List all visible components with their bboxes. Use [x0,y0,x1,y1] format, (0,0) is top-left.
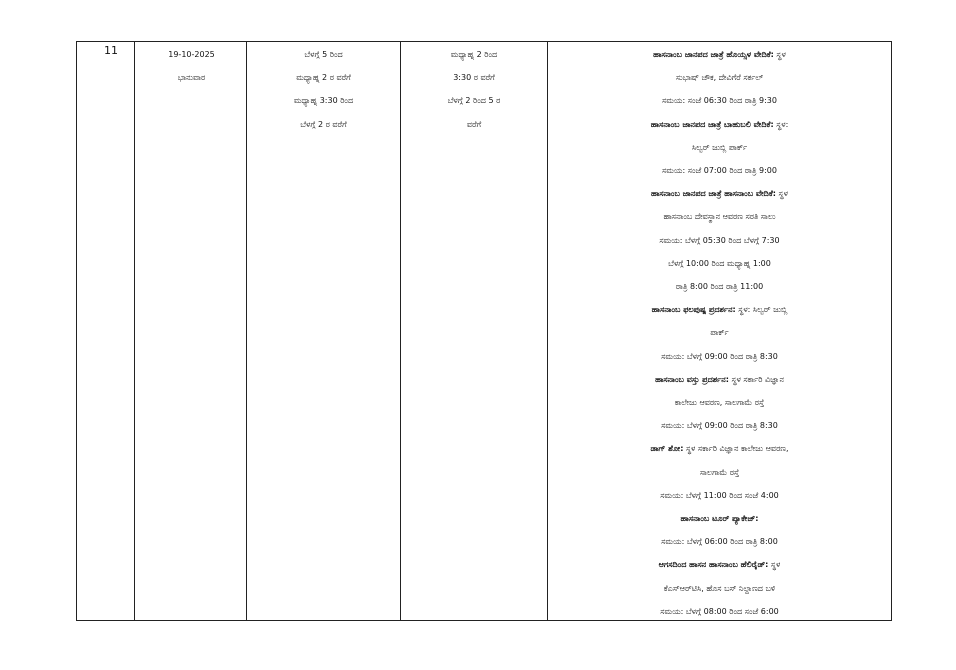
event-detail: ಸಮಯ: ಸಂಜೆ 07:00 ರಿಂದ ರಾತ್ರಿ 9:00 [662,166,777,176]
event-line [548,275,891,298]
afternoon-line: ವರೆಗೆ [466,119,482,129]
event-detail: ಸ್ಥಳ ಸರ್ಕಾರಿ ವಿಜ್ಞಾನ [728,374,784,384]
event-line [548,113,891,136]
event-detail: ಸ್ಥಳ [768,560,781,570]
event-detail: ಸುಭಾಷ್ ಚೌಕ, ದೇವಿಗೆರೆ ಸರ್ಕಲ್ [675,73,764,83]
event-heading: ಹಾಸನಾಂಬ ಜಾನಪದ ಜಾತ್ರೆ ಬಾಹುಬಲಿ ವೇದಿಕೆ: [650,119,774,129]
morning-line: ಮಧ್ಯಾಹ್ನ 3:30 ರಿಂದ [293,96,354,106]
event-line [548,437,891,460]
event-line [548,391,891,414]
event-detail: ಪಾರ್ಕ್ [710,328,729,338]
event-detail: ಕೆಎಸ್ಆರ್‌ಟಿಸಿ, ಹೊಸ ಬಸ್ ನಿಲ್ದಾಣದ ಬಳಿ [663,583,776,593]
event-line [548,553,891,576]
event-detail: ಸ್ಥಳ [775,189,788,199]
day-line: ಭಾನುವಾರ [177,73,206,83]
morning-line: ಬೆಳಗ್ಗೆ 2 ರ ವರೆಗೆ [300,119,347,129]
morning-line: ಮಧ್ಯಾಹ್ನ 2 ರ ವರೆಗೆ [296,73,351,83]
event-line [548,43,891,66]
event-line [548,321,891,344]
date-line: 19-10-2025 [168,50,215,59]
event-line [548,600,891,623]
event-detail: ಸ್ಥಳ ಸರ್ಕಾರಿ ವಿಜ್ಞಾನ ಕಾಲೇಜು ಆವರಣ, [683,444,789,454]
event-line [548,136,891,159]
event-line [548,66,891,89]
morning-timing-cell [247,42,401,620]
event-line [548,345,891,368]
event-detail: ಸಮಯ: ಬೆಳಗ್ಗೆ 06:00 ರಿಂದ ರಾತ್ರಿ 8:00 [661,537,778,547]
event-detail: ಸ್ಥಳ [773,50,786,59]
event-line [548,484,891,507]
date-cell [135,42,247,620]
event-line [548,577,891,600]
event-line [548,461,891,484]
event-line [548,182,891,205]
afternoon-line: 3:30 ರ ವರೆಗೆ [453,73,495,83]
event-detail: ಸಮಯ: ಬೆಳಗ್ಗೆ 11:00 ರಿಂದ ಸಂಜೆ 4:00 [660,490,779,500]
event-detail: ಸಮಯ: ಬೆಳಗ್ಗೆ 09:00 ರಿಂದ ರಾತ್ರಿ 8:30 [661,351,778,361]
schedule-table [76,41,892,621]
event-detail: ಬೆಳಗ್ಗೆ 10:00 ರಿಂದ ಮಧ್ಯಾಹ್ನ 1:00 [668,258,771,268]
afternoon-timing-cell [401,42,548,620]
event-line [548,530,891,553]
event-heading: ಡಾಗ್ ಶೋ: [650,444,684,454]
serial-cell [77,42,135,620]
event-line [548,298,891,321]
event-line [548,229,891,252]
event-line [548,507,891,530]
events-list [548,42,891,623]
afternoon-line: ಮಧ್ಯಾಹ್ನ 2 ರಿಂದ [450,50,498,59]
morning-line: ಬೆಳಗ್ಗೆ 5 ರಿಂದ [304,50,343,59]
event-detail: ಹಾಸನಾಂಬ ದೇವಸ್ಥಾನ ಆವರಣ ಸರತಿ ಸಾಲು [663,212,776,222]
serial-number: 11 [104,44,118,57]
event-heading: ಹಾಸನಾಂಬ ಜಾನಪದ ಜಾತ್ರೆ ಹೊಯ್ಸಳ ವೇದಿಕೆ: [653,50,774,59]
event-detail: ಸಮಯ: ಸಂಜೆ 06:30 ರಿಂದ ರಾತ್ರಿ 9:30 [662,96,777,106]
events-cell [548,42,891,620]
event-line [548,89,891,112]
event-detail: ರಾತ್ರಿ 8:00 ರಿಂದ ರಾತ್ರಿ 11:00 [675,282,764,292]
event-line [548,368,891,391]
event-line [548,414,891,437]
event-detail: ಸಮಯ: ಬೆಳಗ್ಗೆ 08:00 ರಿಂದ ಸಂಜೆ 6:00 [660,606,779,616]
event-detail: ಸಮಯ: ಬೆಳಗ್ಗೆ 05:30 ರಿಂದ ಬೆಳಗ್ಗೆ 7:30 [659,235,780,245]
event-line [548,252,891,275]
event-detail: ಸ್ಥಳ: [773,119,789,129]
event-detail: ಸಮಯ: ಬೆಳಗ್ಗೆ 09:00 ರಿಂದ ರಾತ್ರಿ 8:30 [661,421,778,431]
event-heading: ಹಾಸನಾಂಬ ಜಾನಪದ ಜಾತ್ರೆ ಹಾಸನಾಂಬ ವೇದಿಕೆ: [651,189,776,199]
event-detail: ಸಾಲಗಾಮೆ ರಸ್ತೆ [699,467,740,477]
event-heading: ಆಗಸದಿಂದ ಹಾಸನ ಹಾಸನಾಂಬ ಹೆಲಿರೈಡ್: [658,560,769,570]
afternoon-line: ಬೆಳಗ್ಗೆ 2 ರಿಂದ 5 ರ [447,96,501,106]
event-detail: ಸ್ಥಳ: ಸಿಲ್ವರ್ ಜುಬ್ಲಿ [735,305,788,315]
event-detail: ಸಿಲ್ವರ್ ಜುಬ್ಲಿ ಪಾರ್ಕ್ [691,142,748,152]
event-detail: ಕಾಲೇಜು ಆವರಣ, ಸಾಲಗಾಮೆ ರಸ್ತೆ [674,398,765,408]
event-heading: ಹಾಸನಾಂಬ ಫಲಪುಷ್ಪ ಪ್ರದರ್ಶನ: [651,305,736,315]
event-line [548,205,891,228]
event-heading: ಹಾಸನಾಂಬ ಟೂರ್ ಪ್ಯಾಕೇಜ್: [680,514,759,524]
event-heading: ಹಾಸನಾಂಬ ವಸ್ತು ಪ್ರದರ್ಶನ: [655,374,729,384]
event-line [548,159,891,182]
